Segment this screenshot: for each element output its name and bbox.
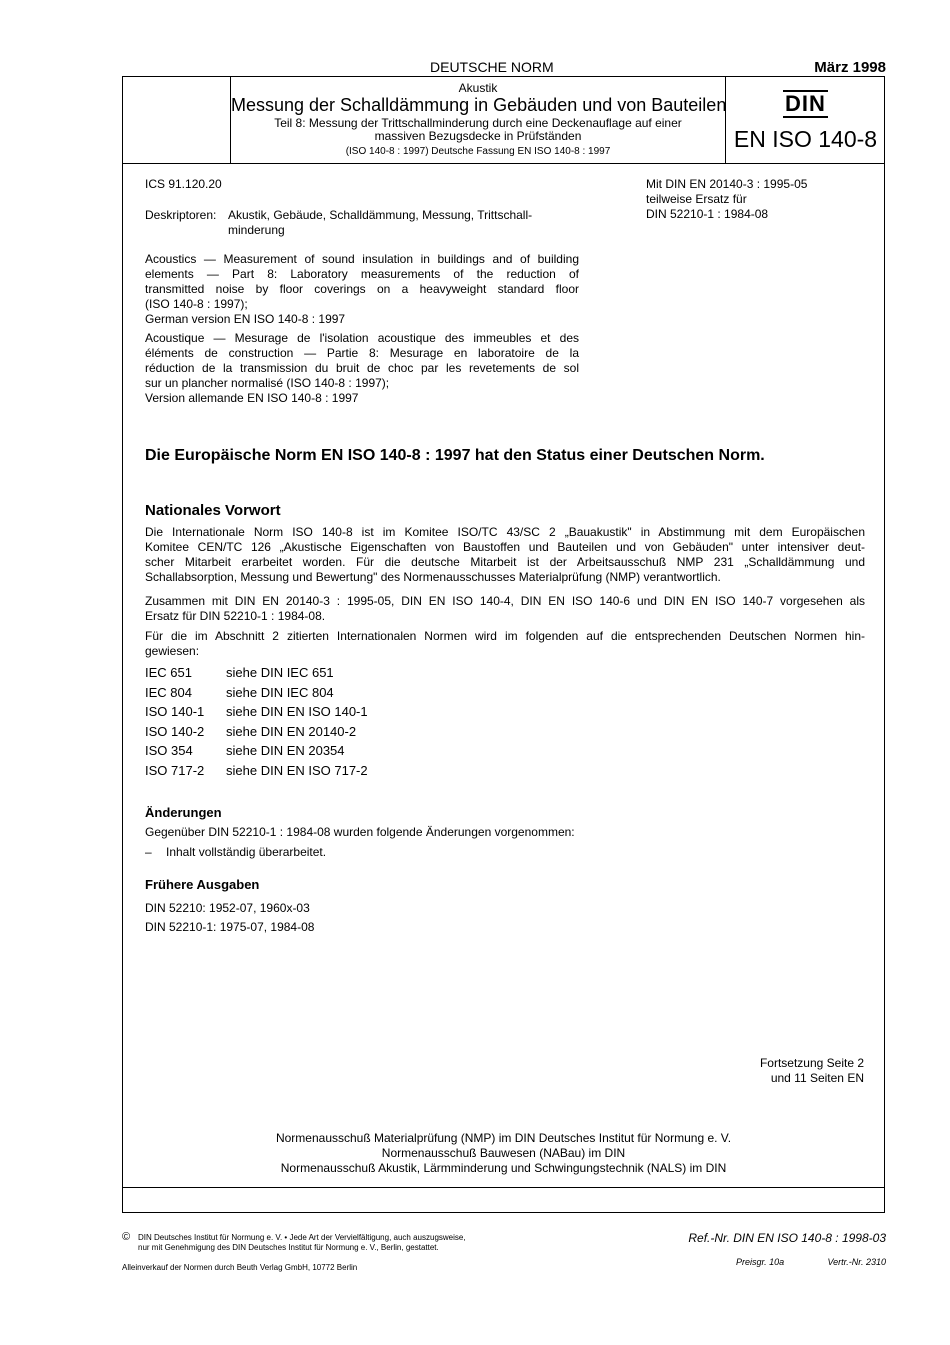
french-title-line: réduction de la transmission du bruit de choc par les revetements de sol: [145, 361, 579, 375]
french-title-line: Version allemande EN ISO 140-8 : 1997: [145, 391, 359, 405]
reference-row: [145, 685, 334, 700]
part-title-line1: Teil 8: Messung der Trittschallminderung durch eine Deckenauflage auf einer: [274, 116, 682, 130]
english-title-line: German version EN ISO 140-8 : 1997: [145, 312, 346, 326]
main-title: Messung der Schalldämmung in Gebäuden und von Bauteilen: [231, 95, 727, 115]
english-title: [145, 252, 579, 327]
title-bottom-rule: [122, 163, 885, 164]
fruehere-line2: DIN 52210-1: 1975-07, 1984-08: [145, 920, 315, 934]
reference-code: ISO 354: [145, 743, 193, 758]
norm-type: DEUTSCHE NORM: [430, 59, 554, 75]
reference-row: [145, 724, 356, 739]
descriptors-line1: Akustik, Gebäude, Schalldämmung, Messung, Trittschall-: [228, 208, 533, 222]
part-title-line2: massiven Bezugsdecke in Prüfständen: [374, 129, 582, 143]
reference-target: siehe DIN IEC 804: [226, 685, 334, 700]
din-logo-text: DIN: [785, 91, 826, 116]
committee-line: Normenausschuß Materialprüfung (NMP) im DIN Deutsches Institut für Normung e. V.: [275, 1131, 732, 1145]
descriptors-line2: minderung: [228, 223, 285, 237]
copyright-line2: nur mit Genehmigung des DIN Deutsches Institut für Normung e. V., Berlin, gestattet.: [138, 1243, 439, 1252]
vorwort-paragraph-3: [145, 629, 865, 659]
reference-code: ISO 140-2: [145, 724, 205, 739]
committee-line: Normenausschuß Bauwesen (NABau) im DIN: [381, 1146, 626, 1160]
replacement-line1: Mit DIN EN 20140-3 : 1995-05: [646, 177, 808, 191]
replacement-line2: teilweise Ersatz für: [646, 192, 747, 206]
aenderungen-heading: Änderungen: [145, 805, 222, 820]
reference-target: siehe DIN EN 20140-2: [226, 724, 357, 739]
english-title-line: transmitted noise by floor coverings on a heavyweight standard floor: [145, 282, 579, 296]
fruehere-line1: DIN 52210: 1952-07, 1960x-03: [145, 901, 310, 915]
paragraph-line: scher Mitarbeit erarbeitet worden. Für die deutsche Mitarbeit ist der Arbeitsausschuß NMP 231 „Schalldämmung und: [145, 555, 865, 569]
subject: Akustik: [458, 81, 498, 95]
copyright-line1: DIN Deutsches Institut für Normung e. V. • Jede Art der Vervielfältigung, auch auszugsweise,: [138, 1233, 466, 1242]
paragraph-line: Zusammen mit DIN EN 20140-3 : 1995-05, DIN EN ISO 140-4, DIN EN ISO 140-6 und DIN EN ISO 140-7 vorgesehen als: [145, 594, 865, 608]
distribution-number: Vertr.-Nr. 2310: [827, 1257, 886, 1267]
price-group: Preisgr. 10a: [736, 1257, 785, 1267]
reference-code: IEC 804: [145, 685, 192, 700]
french-title-line: sur un plancher normalisé (ISO 140-8 : 1997);: [145, 376, 390, 390]
paragraph-line: Für die im Abschnitt 2 zitierten Internationalen Normen wird im folgenden auf die entsprechenden Deutschen Normen hin-: [145, 629, 865, 643]
reference-code: ISO 717-2: [145, 763, 205, 778]
french-title: [145, 331, 579, 406]
descriptors-label: Deskriptoren:: [145, 208, 217, 222]
paragraph-line: Ersatz für DIN 52210-1 : 1984-08.: [145, 609, 326, 623]
status-statement: Die Europäische Norm EN ISO 140-8 : 1997 hat den Status einer Deutschen Norm.: [145, 447, 765, 464]
vorwort-paragraph-1: [145, 525, 865, 585]
vorwort-heading: Nationales Vorwort: [145, 502, 281, 519]
committee-line: Normenausschuß Akustik, Lärmminderung und Schwingungstechnik (NALS) im DIN: [280, 1161, 727, 1175]
reference-row: [145, 704, 368, 719]
committees: [122, 1131, 885, 1176]
aenderungen-item-dash: –: [145, 845, 152, 859]
reference-target: siehe DIN EN ISO 717-2: [226, 763, 368, 778]
reference-code: ISO 140-1: [145, 704, 205, 719]
din-logo: [726, 90, 885, 118]
aenderungen-item: Inhalt vollständig überarbeitet.: [166, 845, 327, 859]
sales-note: Alleinverkauf der Normen durch Beuth Verlag GmbH, 10772 Berlin: [122, 1263, 358, 1272]
aenderungen-intro: Gegenüber DIN 52210-1 : 1984-08 wurden folgende Änderungen vorgenommen:: [145, 825, 575, 839]
reference-row: [145, 665, 334, 680]
continuation-line1: Fortsetzung Seite 2: [759, 1056, 864, 1070]
reference-target: siehe DIN EN 20354: [226, 743, 345, 758]
copyright-text: [138, 1233, 466, 1253]
english-title-line: (ISO 140-8 : 1997);: [145, 297, 248, 311]
english-title-line: elements — Part 8: Laboratory measurements of the reduction of: [145, 267, 579, 281]
issue-date: März 1998: [814, 59, 886, 76]
continuation-line2: und 11 Seiten EN: [770, 1071, 864, 1085]
paragraph-line: gewiesen:: [145, 644, 200, 658]
paragraph-line: Komitee CEN/TC 126 „Akustische Eigenschaften von Baustoffen und Bauteilen und von Gebäuden" unter intensiver deut-: [145, 540, 865, 554]
version-line: (ISO 140-8 : 1997) Deutsche Fassung EN ISO 140-8 : 1997: [345, 146, 611, 157]
copyright-symbol: ©: [122, 1231, 131, 1243]
paragraph-line: Schallabsorption, Messung und Bewertung" des Normenausschusses Materialprüfung (NMP) verantwortlich.: [145, 570, 721, 584]
reference-row: [145, 743, 345, 758]
continuation: [760, 1056, 864, 1086]
french-title-line: éléments de construction — Partie 8: Mesurage en laboratoire de la: [145, 346, 579, 360]
reference-code: IEC 651: [145, 665, 192, 680]
reference-row: [145, 763, 368, 778]
french-title-line: Acoustique — Mesurage de l'isolation acoustique des immeubles et des: [145, 331, 579, 345]
replacement-line3: DIN 52210-1 : 1984-08: [646, 207, 769, 221]
reference-target: siehe DIN EN ISO 140-1: [226, 704, 368, 719]
ics-code: ICS 91.120.20: [145, 177, 222, 191]
bottom-rule: [122, 1187, 885, 1188]
vorwort-paragraph-2: [145, 594, 865, 624]
fruehere-heading: Frühere Ausgaben: [145, 877, 260, 892]
reference-target: siehe DIN IEC 651: [226, 665, 334, 680]
paragraph-line: Die Internationale Norm ISO 140-8 ist im Komitee ISO/TC 43/SC 2 „Bauakustik" in Abstimmung mit dem Europäischen: [145, 525, 865, 539]
english-title-line: Acoustics — Measurement of sound insulation in buildings and of building: [145, 252, 579, 266]
document-number: EN ISO 140-8: [733, 126, 878, 152]
reference-number: Ref.-Nr. DIN EN ISO 140-8 : 1998-03: [688, 1231, 886, 1245]
